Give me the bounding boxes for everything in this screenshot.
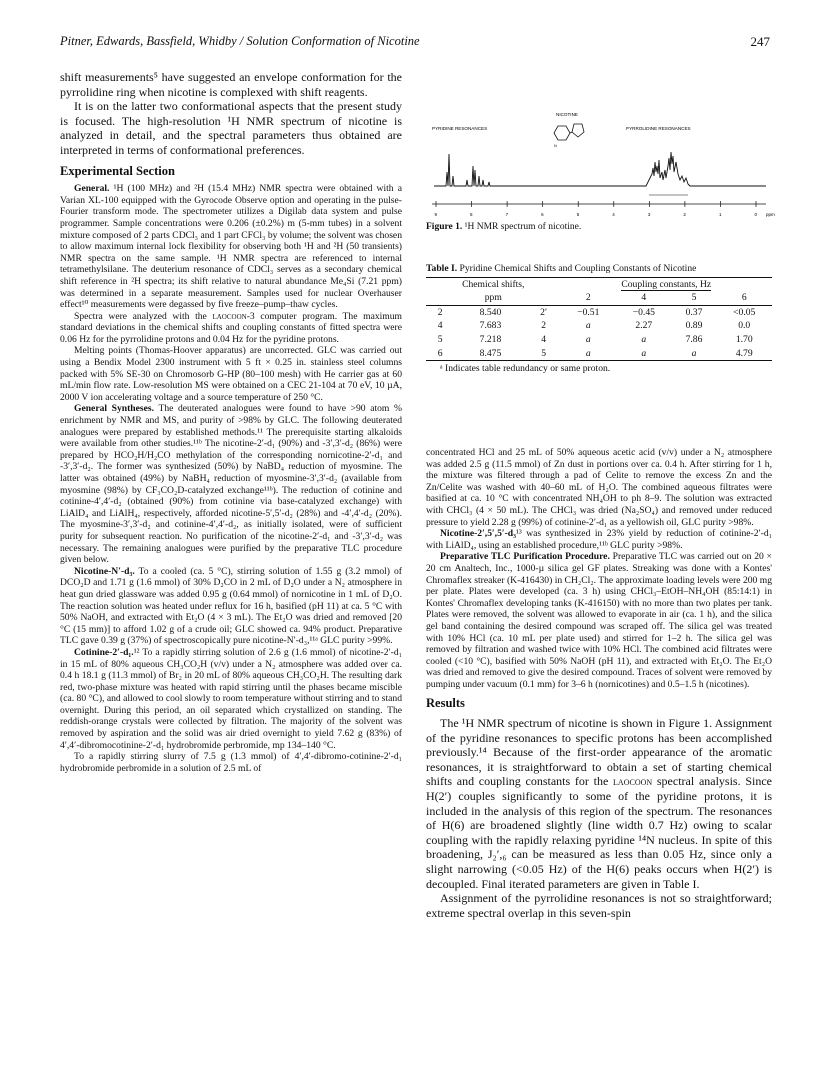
table-cell: 0.89 [685,320,703,332]
table-row [426,347,772,361]
table-cell: a [616,347,672,361]
table-cell: 6 [426,347,454,361]
table-row [426,305,772,319]
tlc-runin: Preparative TLC Purification Procedure. [440,551,610,563]
axis-tick-label: 8 [470,212,473,217]
table-1-block [426,263,772,375]
axis-tick-label: 9 [434,212,438,217]
axis-tick-label: 7 [505,212,509,217]
table-cell: 7.86 [685,333,703,345]
svg-text:N: N [554,143,557,148]
table-cell: 0.37 [685,306,703,318]
running-title: Pitner, Edwards, Bassfield, Whidby / Solution Conformation of Nicotine [60,34,420,48]
table-cell: a [672,347,717,361]
nicotine-structure [554,124,584,148]
table-cell: 8.475 [454,347,526,361]
nmr-spectrum-figure [426,100,775,240]
table-cell: 5 [527,347,561,361]
table-title: Table I. Pyridine Chemical Shifts and Coupling Constants of Nicotine [426,263,697,274]
label-nicotine: NICOTINE [556,112,578,117]
header-col: 2 [561,291,617,305]
header-couplings: Coupling constants, Hz [561,277,772,291]
table-cell: 5 [437,333,443,345]
section-heading-results: Results [426,696,465,711]
table-cell: 2 [541,320,546,332]
axis-tick-label: 6 [541,212,544,217]
general-paragraph: General. ¹H (100 MHz) and ²H (15.4 MHz) NMR spectra were obtained with a Varian XL-100 equipped with the Gyrocode Observe option and operating in the pulse-Fourier transform mode. The spectrometer utilizes a Digilab data system and pulse programmer. Sample concentrations were 0.206 (±0.2%) m (5-mm tubes) in a solvent mixture composed of 2 parts CDCl₃ and 1 part CFCl₃ by volume; the solvent was chosen to allow maximum internal lock flexibility for observing both ¹H and ²H (50 transients) NMR spectra on the same sample. ¹H NMR spectra are referenced to internal tetramethylsilane. The deuterium resonance of CDCl₃ serves as a secondary chemical shift reference in ²H spectra; its shift relative to natural abundance Me₄Si (7.21 ppm) was determined in a separate measurement. Samples used for nuclear Overhauser effect¹⁰ measurements were degassed by five freeze–pump–thaw cycles. [60,183,402,311]
table-header-row-2 [426,291,772,305]
intro-paragraph-1: shift measurements⁵ have suggested an envelope conformation for the pyrrolidine ring when nicotine is complexed with shift reagents. [60,70,402,99]
intro-paragraph-2: It is on the latter two conformational aspects that the present study is focused. The high-resolution ¹H NMR spectrum of nicotine is analyzed in detail, and the spectral parameters thus obtained are interpreted in terms of conformational preferences. [60,99,402,157]
right-paragraph-1: concentrated HCl and 25 mL of 50% aqueous acetic acid (v/v) under a N₂ atmosphere was added 2.5 g (11.5 mmol) of Zn dust in portions over ca. 0.4 h. After stirring for 1 h, the mixture was filtered through a pad of Celite to remove the excess Zn and the Zn/Celite was washed with 40–60 mL of H₂O. The combined aqueous filtrates were basified at ca. 10 °C with concentrated NH₄OH to ph 8–9. The solution was extracted with CHCl₃ (4 × 50 mL). The CHCl₃ was dried (Na₂SO₄) and removed under reduced pressure to yield 2.28 g (99%) of cotinine-2′-d₁ as a yellowish oil, GLC purity >98%. [426,447,772,528]
table-cell: a [641,333,647,345]
axis-tick-label: 0 [754,212,758,217]
figure-caption-label: Figure 1. [426,222,463,232]
table-cell: 1.70 [735,333,753,345]
header-shifts-1: Chemical shifts, [426,277,561,291]
axis-tick-label: 2 [683,212,686,217]
figure-1 [426,100,775,240]
figure-caption-text: ¹H NMR spectrum of nicotine. [462,222,582,232]
header-shifts-2: ppm [426,291,561,305]
table-cell: −0.45 [632,306,655,318]
melting-paragraph: Melting points (Thomas-Hoover apparatus) are uncorrected. GLC was carried out using a Bendix Model 2300 instrument with 5 ft × 0.25 in. stainless steel columns packed with 5% SE-30 on Chromosorb G-HP (80–100 mesh) with He carrier gas at 60 mL/min flow rate. Low-resolution MS were obtained on a CEC 21-104 at 70 eV, 10 µA, 2000 V ion accelerating voltage and a source temperature of 250 °C. [60,345,402,403]
table-row [426,333,772,347]
tlc-paragraph: Preparative TLC Purification Procedure. Preparative TLC was carried out on 20 × 20 cm Analtech, Inc., 1000-µ silica gel GF plates. Streaking was done with a Kontes' Chromaflex streaker (K-416430) in CH₂Cl₂. The approximate loading levels were 200 mg per plate. Plates were developed (ca. 3 h) using CHCl₃–EtOH–NH₄OH (85:14:1) in Kontes' Chromaflex developing tanks (K-416150) with no more than two plates per tank. Plates were removed, the solvent was allowed to evaporate in air (ca. 1 h), and the silica gel band containing the desired compound was scraped off. The silica gel was treated with 10% HCl (ca. 10 mL per plate used) and stirred for 1–2 h. The silica gel was removed by filtration and washed twice with 10% HCl. The combined acid filtrates were cooled (<10 °C), basified with 50% NaOH (pH 11), and extracted with Et₂O. The Et₂O was dried and removed to give the desired compound. Traces of solvent were removed by pumping under vacuum (0.1 mm) for 3–6 h (nornicotines) and 0.5–1.5 h (nicotines). [426,551,772,690]
table-cell: a [585,333,591,345]
table-cell: <0.05 [733,306,756,318]
table-1 [426,277,772,362]
program-name: laocoon-3 [212,310,255,322]
table-cell: 2 [437,306,443,318]
table-cell: 4 [437,320,443,332]
table-cell: 2.27 [635,320,653,332]
table-footnote: ᵃ Indicates table redundancy or same proton. [440,363,611,375]
table-cell: a [585,320,591,332]
axis-tick-label: 3 [647,212,651,217]
cotinine-runin: Cotinine-2′-d₁. [74,646,134,658]
results-paragraph-1: The ¹H NMR spectrum of nicotine is shown in Figure 1. Assignment of the pyridine resonances to specific protons has been accomplished previously.¹⁴ Because of the first-order appearance of the aromatic resonances, it is straightforward to obtain a set of starting chemical shifts and coupling constants for the laocoon spectral analysis. Since H(2′) couples significantly to some of the pyridine protons, it is included in the analysis of this region of the spectrum. The resonances of H(6) are broadened slightly (line width 0.7 Hz) owing to scalar coupling with the rapidly relaxing pyridine ¹⁴N nucleus. In spite of this broadening, J₂′,₆ can be measured as less than 0.05 Hz, since only a slight narrowing (<0.05 Hz) of the H(6) peaks occurs when H(2′) is decoupled. Final iterated parameters are given in Table I. [426,716,772,891]
syntheses-paragraph: General Syntheses. The deuterated analogues were found to have >90 atom % enrichment by NMR and MS, and purity of >98% by GLC. The following deuterated analogues were prepared by established methods.¹¹ The prerequisite starting alkaloids were available from other studies.¹¹ᵇ The nicotine-2′-d₁ (90%) and -3′,3′-d₂ (86%) were prepared by HCO₂H/H₂CO methylation of the corresponding nornicotine-2′-d₁ and -3′,3′-d₂. The former was synthesized (50%) by NaBD₄ reduction of myosmine. The latter was obtained (49%) by NaBH₄ reduction of myosmine-3′,3′-d₂ (available from myosmine (98%) by CF₃CO₂D-catalyzed exchange¹¹ᵇ). The reduction of cotinine and cotinine-4′,4′-d₂ (obtained (90%) from cotinine via base-catalyzed exchange) with LiAlD₄ and LiAlH₄, respectively, afforded nicotine-5′,5′-d₂ (28%) and -4′,4′-d₂ (20%). The myosmine-3′,3′-d₂ and cotinine-4′,4′-d₂, as initially isolated, were of sufficient purity for subsequent reaction. No purification of the nicotine-2′-d₁ and -3′,3′-d₂ was necessary. The remaining analogues were purified by the preparative TLC procedure given below. [60,403,402,566]
page-number: 247 [750,34,770,49]
nicotine-nd3-paragraph: Nicotine-N′-d₃. To a cooled (ca. 5 °C), stirring solution of 1.55 g (3.2 mmol) of DCO₂D and 1.71 g (1.6 mmol) of 30% D₂CO in 2 mL of D₂O under a N₂ atmosphere in heat gun dried glassware was added 0.95 g (0.64 mmol) of nornicotine in 1 mL of D₂O. The reaction solution was heated under reflux for 16 h, basified (pH 11) at ca. 5 °C with 50% NaOH, and extracted with Et₂O (4 × 3 mL). The Et₂O was dried and removed [20 °C (15 mm)] to afford 1.02 g of a crude oil; GLC showed ca. 94% product. Preparative TLC gave 0.39 g (37%) of spectroscopically pure nicotine-N′-d₃,¹¹ᵃ GLC purity >99%. [60,565,402,647]
slurry-paragraph: To a rapidly stirring slurry of 7.5 g (1.3 mmol) of 4′,4′-dibromo-cotinine-2′-d₁ hydrobromide perbromide in a solution of 2.5 mL of [60,751,402,774]
running-header [60,34,770,49]
table-header-row-1 [426,277,772,291]
nicotine-nd3-runin: Nicotine-N′-d₃. [74,565,135,577]
table-cell: 7.218 [479,333,502,345]
general-runin: General. [74,183,110,195]
table-cell: 7.683 [479,320,502,332]
axis-unit: ppm [766,212,775,217]
figure-caption [426,222,772,232]
table-cell: a [561,347,617,361]
axis-tick-label: 4 [612,212,615,217]
syntheses-runin: General Syntheses. [74,403,155,415]
left-column [60,70,402,774]
right-column [426,447,772,920]
table-row [426,319,772,333]
axis-ticks [435,201,758,217]
table-cell: 2′ [540,306,548,318]
header-col: 4 [616,291,672,305]
section-heading-experimental: Experimental Section [60,163,175,178]
header-col: 6 [716,291,772,305]
label-pyrrolidine: PYRROLIDINE RESONANCES [626,126,691,131]
nicotine-d3-paragraph: Nicotine-2′,5′,5′-d₃¹³ was synthesized in 23% yield by reduction of cotinine-2′-d₁ with LiAlD₄, using an established procedure,¹¹ᵇ GLC purity >98%. [426,528,772,551]
table-title-label: Table I. [426,263,458,274]
table-cell: 0.0 [738,320,751,332]
program-name: laocoon [613,774,653,789]
results-paragraph-2: Assignment of the pyrrolidine resonances is not so straightforward; extreme spectral overlap in this seven-spin [426,891,772,920]
spectra-paragraph: Spectra were analyzed with the laocoon-3 computer program. The maximum standard deviations in the chemical shifts and coupling constants of fitted spectra were 0.06 Hz for the pyrrolidine protons and 0.04 Hz for the pyridine protons. [60,310,403,345]
axis-tick-label: 5 [576,212,580,217]
spectrum-trace [434,152,766,186]
table-cell: 4 [541,333,546,345]
label-pyridine: PYRIDINE RESONANCES [432,126,488,131]
header-col: 5 [672,291,717,305]
cotinine-paragraph: Cotinine-2′-d₁.¹² To a rapidly stirring solution of 2.6 g (1.6 mmol) of nicotine-2′-d₁ in 15 mL of 80% aqueous CH₃CO₂H (v/v) under a N₂ atmosphere was added over ca. 0.4 h 18.1 g (11.3 mmol) of Br₂ in 20 mL of 80% aqueous CH₃CO₂H. The resulting dark red, two-phase mixture was heated with rapid stirring until the phases became miscible (ca. 80 °C), and allowed to cool slowly to room temperature without stirring and to stand overnight. During this period, an oil separated which crystallized on standing. The reddish-orange crystals were collected by filtration. The majority of the solvent was removed by aspiration and the solid was air dried overnight to yield 7.62 g (83%) of 4′,4′-dibromocotinine-2′-d₁ hydrobromide perbromide, mp 134–140 °C. [60,646,402,751]
axis-tick-label: 1 [718,212,722,217]
nicotine-d3-runin: Nicotine-2′,5′,5′-d₃ [440,528,516,540]
table-cell: 8.540 [479,306,502,318]
table-cell: −0.51 [577,306,600,318]
table-cell: 4.79 [716,347,772,361]
